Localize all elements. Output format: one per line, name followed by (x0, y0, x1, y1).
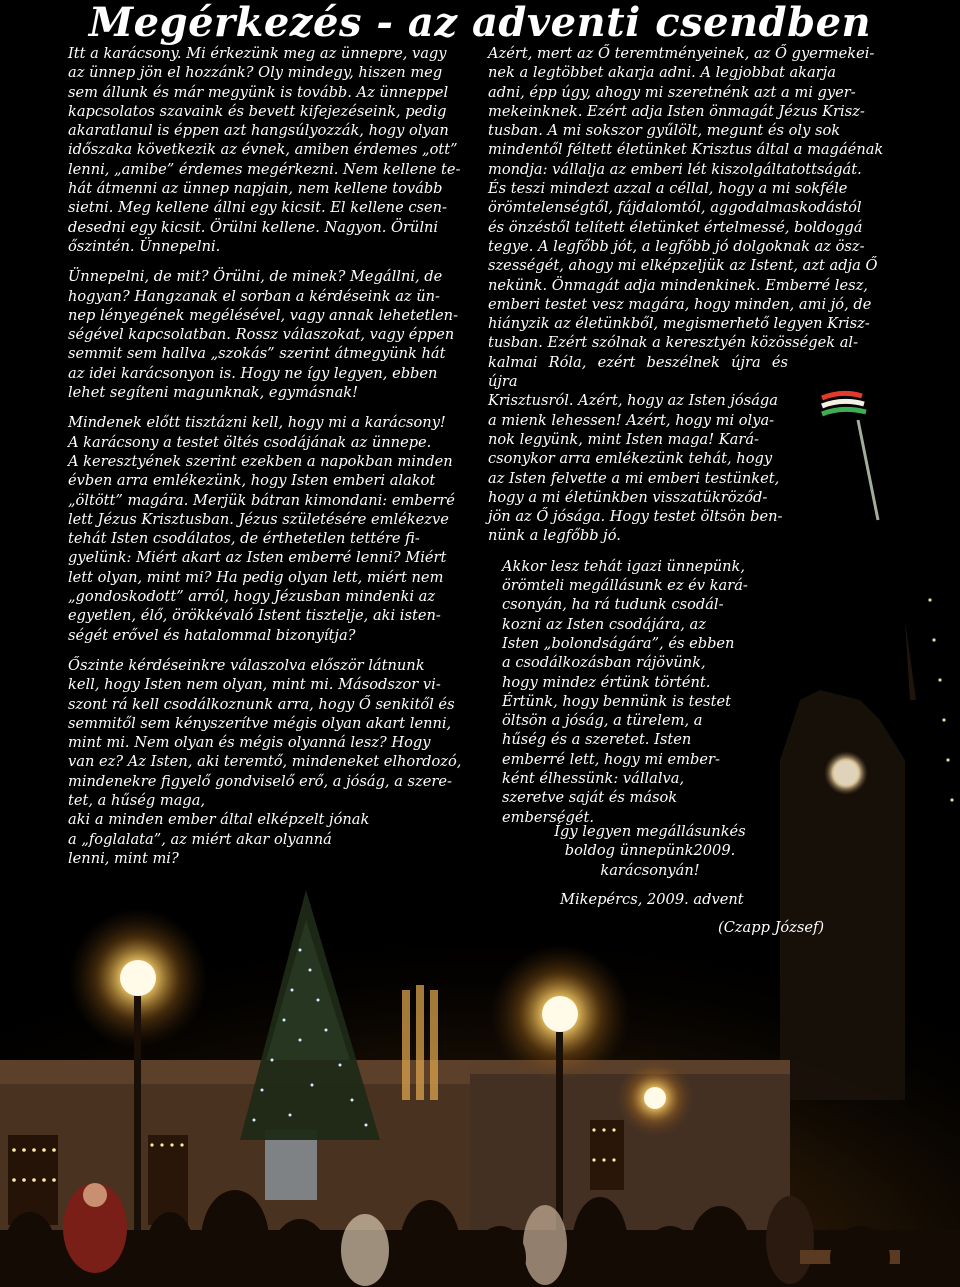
text-line: csonyán, ha rá tudunk csodál- (502, 596, 724, 614)
left-column (68, 44, 476, 879)
left-paragraph-4 (68, 656, 476, 868)
text-line: hogy mindez értünk történt. (502, 673, 711, 691)
text-line: örömteli megállásunk ez év kará- (502, 577, 748, 595)
text-line: és boldog ünnepünk (564, 823, 746, 860)
text-line: emberségét. (502, 808, 595, 826)
closing-wish (530, 822, 770, 880)
text-line: És teszi mindezt azzal a céllal, hogy a mi sokféle (488, 180, 848, 198)
author-signature: (Czapp József) (718, 919, 825, 936)
text-line: kell, hogy Isten nem olyan, mint mi. Másodszor vi- (68, 676, 441, 694)
text-line: kapcsolatos szavaink és bevett kifejezéseink, pedig (68, 102, 447, 120)
lit-pillar (402, 985, 438, 1100)
text-line: lenni, mint mi? (68, 849, 179, 867)
text-line: Azért, mert az Ő teremtményeinek, az Ő gyermekei- (488, 45, 875, 62)
text-line: Őszinte kérdéseinkre válaszolva először látnunk (68, 656, 425, 674)
text-line: sietni. Meg kellene állni egy kicsit. El kellene csen- (68, 199, 447, 217)
text-line: lehet segíteni magunknak, egymásnak! (68, 384, 358, 402)
text-line: adni, épp úgy, ahogy mi szeretnénk azt a mi gyer- (488, 83, 856, 101)
text-line: az ünnep jön el hozzánk? Oly mindegy, hiszen meg (68, 64, 443, 82)
text-line: mekeinknek. Ezért adja Isten önmagát Jézus Krisz- (488, 102, 865, 120)
left-paragraph-3 (68, 413, 476, 645)
text-line: Itt a karácsony. Mi érkezünk meg az ünnepre, vagy (68, 45, 447, 62)
text-line: Ünnepelni, de mit? Örülni, de minek? Megállni, de (68, 268, 443, 286)
text-line: emberré lett, hogy mi ember- (502, 750, 720, 768)
article-title: Megérkezés - az adventi csendben (88, 0, 872, 46)
text-line: lett olyan, mint mi? Ha pedig olyan lett, miért nem (68, 568, 444, 586)
text-line: „gondoskodott” arról, hogy Jézusban mindenki az (68, 588, 436, 606)
text-line: ségét erővel és hatalommal bizonyítja? (68, 626, 356, 644)
string-lights-right (928, 598, 953, 801)
text-line: Értünk, hogy bennünk is testet (502, 692, 732, 710)
text-line: kozni az Isten csodájára, az (502, 615, 706, 633)
text-line: Mindenek előtt tisztázni kell, hogy mi a karácsony! (68, 414, 446, 432)
text-line: mint mi. Nem olyan és mégis olyanná lesz? Hogy (68, 734, 431, 752)
text-line: Krisztusról. Azért, hogy az Isten jósága (488, 392, 778, 410)
text-line: akaratlanul is éppen azt hangsúlyozzák, hogy olyan (68, 122, 449, 140)
right-paragraph-1 (488, 44, 894, 546)
text-line: Így legyen megállásunk (554, 823, 730, 840)
text-line: és önzéstől telített életünket értelmessé, boldoggá (488, 218, 863, 236)
text-line: öltsön a jóság, a türelem, a (502, 712, 703, 730)
text-line: emberi testet vesz magára, hogy minden, ami jó, de (488, 295, 872, 313)
text-line: nep lényegének megélésével, vagy annak lehetetlen- (68, 306, 458, 324)
text-line: a mienk lehessen! Azért, hogy mi olya- (488, 411, 775, 429)
text-line: mindenekre figyelő gondviselő erő, a jóság, a szere- (68, 772, 452, 790)
text-line: jön az Ő jósága. Hogy testet öltsön ben- (488, 508, 783, 526)
text-line: lett Jézus Krisztusban. Jézus születésére emlékezve (68, 510, 449, 528)
text-line: Akkor lesz tehát igazi ünnepünk, (502, 557, 746, 575)
text-line: ként élhessünk: vállalva, (502, 769, 685, 787)
left-paragraph-1 (68, 44, 476, 256)
text-line: tusban. A mi sokszor gyűlölt, megunt és oly sok (488, 122, 841, 140)
text-line: A keresztyének szerint ezekben a napokban minden (68, 452, 453, 470)
text-line: „öltött” magára. Merjük bátran kimondani: emberré (68, 491, 455, 509)
text-line: évben arra emlékezünk, hogy Isten emberi alakot (68, 472, 436, 490)
text-line: Isten „bolondságára”, és ebben (502, 634, 735, 652)
text-line: nek a legtöbbet akarja adni. A legjobbat akarja (488, 64, 836, 82)
text-line: ségével kapcsolatban. Rossz válaszokat, vagy éppen (68, 326, 455, 344)
text-line: tehát Isten csodálatos, de érthetetlen tettére fi- (68, 530, 420, 548)
text-line: A karácsony a testet öltés csodájának az ünnepe. (68, 433, 432, 451)
text-line: kalmai Róla, ezért beszélnek újra és újra (488, 353, 788, 391)
text-line: mindentől féltett életünket Krisztus által a magáénak (488, 141, 884, 159)
text-line: hiányzik az életünkből, megismerhető legyen Krisz- (488, 315, 870, 333)
text-line: örömtelenségtől, fájdalomtól, aggodalmaskodástól (488, 199, 862, 217)
text-line: hogy a mi életünkben visszatükröződ- (488, 488, 768, 506)
text-line: desedni egy kicsit. Örülni kellene. Nagyon. Örülni (68, 218, 439, 236)
text-line: nok legyünk, mint Isten maga! Kará- (488, 430, 759, 448)
text-line: egyetlen, élő, örökkévaló Istent tisztelje, aki isten- (68, 607, 441, 625)
text-line: tegye. A legfőbb jót, a legfőbb jó dolgoknak az ösz- (488, 237, 865, 255)
text-line: 2009. karácsonyán! (600, 842, 736, 879)
text-line: aki a minden ember által elképzelt jónak (68, 811, 370, 829)
text-line: az idei karácsonyon is. Hogy ne így legyen, ebben (68, 364, 438, 382)
text-line: a „foglalata”, az miért akar olyanná (68, 830, 332, 848)
text-line: semmit sem hallva „szokás” szerint átmegyünk hát (68, 345, 446, 363)
text-line: nünk a legfőbb jó. (488, 527, 621, 545)
text-line: a csodálkozásban rájövünk, (502, 654, 706, 672)
text-line: az Isten felvette a mi emberi testünket, (488, 469, 780, 487)
text-line: csonykor arra emlékezünk tehát, hogy (488, 450, 773, 468)
right-column (488, 44, 894, 827)
text-line: időszaka következik az évnek, amiben érdemes „ott” (68, 141, 458, 159)
place-and-date: Mikepércs, 2009. advent (560, 891, 744, 908)
text-line: mondja: vállalja az emberi lét kiszolgáltatottságát. (488, 160, 862, 178)
text-line: szeretve saját és mások (502, 789, 678, 807)
text-line: lenni, „amibe” érdemes megérkezni. Nem kellene te- (68, 160, 461, 178)
text-line: őszintén. Ünnepelni. (68, 237, 221, 255)
left-paragraph-2 (68, 267, 476, 402)
text-line: szességét, ahogy mi elképzeljük az Istent, azt adja Ő (488, 257, 878, 275)
text-line: hűség és a szeretet. Isten (502, 731, 692, 749)
right-paragraph-2 (488, 557, 894, 827)
text-line: tet, a hűség maga, (68, 791, 206, 809)
text-line: sem állunk és már megyünk is tovább. Az ünneppel (68, 83, 449, 101)
text-line: szont rá kell csodálkoznunk arra, hogy Ő senkitől és (68, 695, 455, 713)
text-line: nekünk. Önmagát adja mindenkinek. Emberré lesz, (488, 276, 868, 294)
text-line: semmitől sem kényszerítve mégis olyan akart lenni, (68, 714, 452, 732)
text-line: tusban. Ezért szólnak a keresztyén közösségek al- (488, 334, 859, 352)
text-line: van ez? Az Isten, aki teremtő, mindeneket elhordozó, (68, 753, 462, 771)
text-line: hogyan? Hangzanak el sorban a kérdéseink az ün- (68, 287, 440, 305)
text-line: hát átmenni az ünnep napjain, nem kellene tovább (68, 180, 443, 198)
text-line: gyelünk: Miért akart az Isten emberré lenni? Miért (68, 549, 447, 567)
